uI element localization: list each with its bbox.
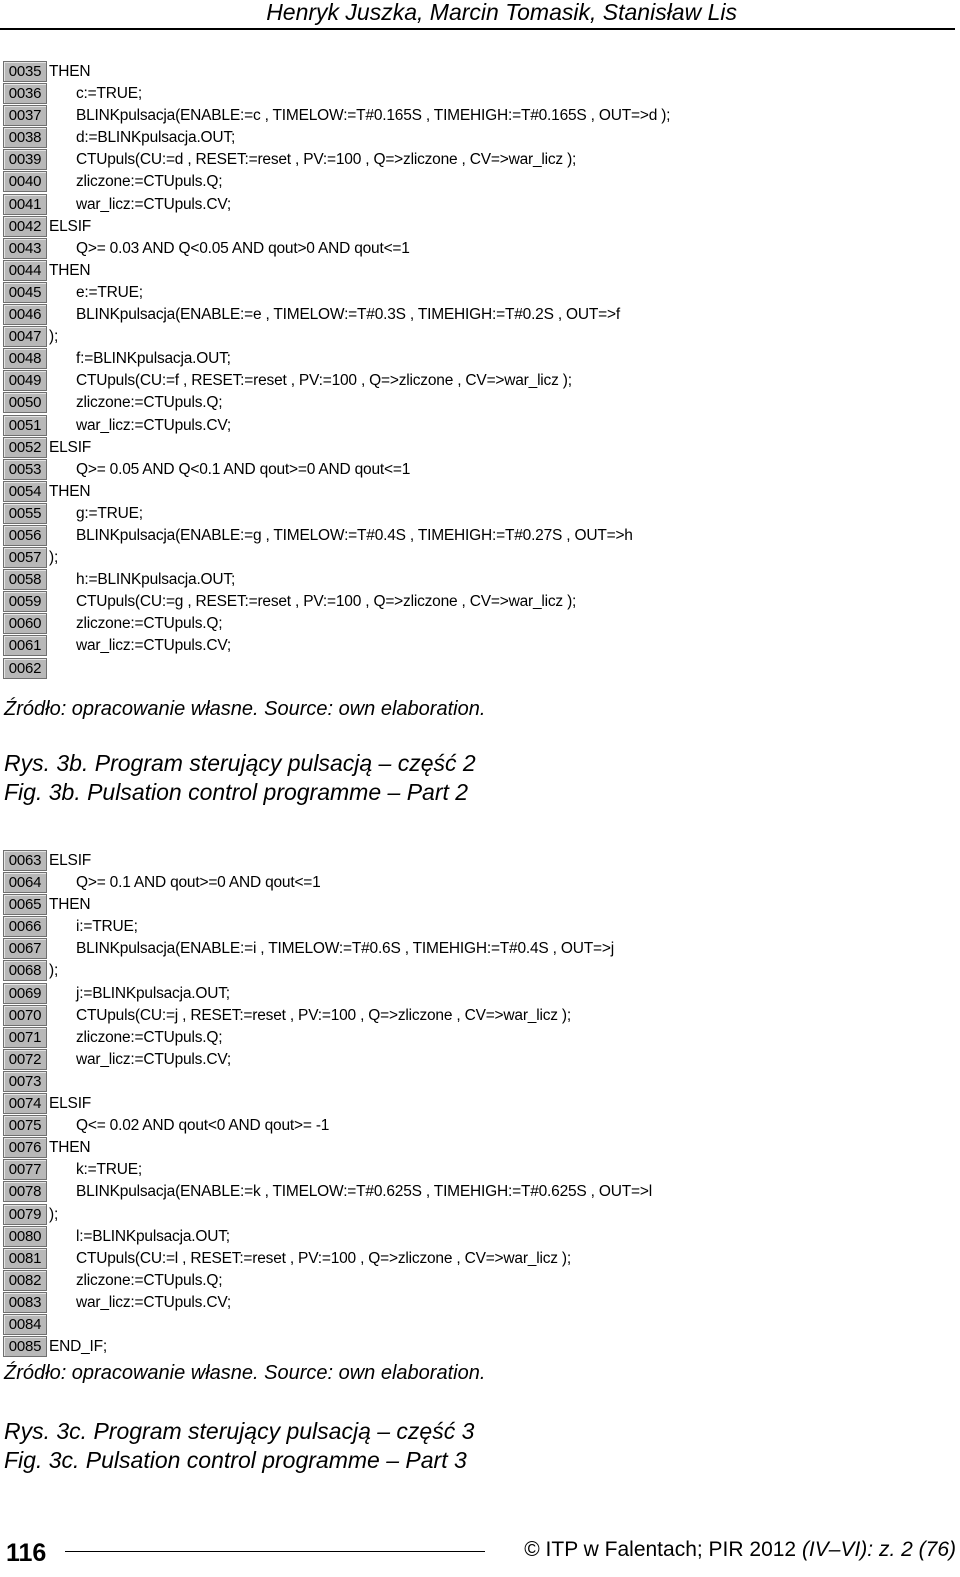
code-text: zliczone:=CTUpuls.Q; <box>76 1271 223 1289</box>
line-number: 0046 <box>3 304 47 325</box>
code-text: BLINKpulsacja(ENABLE:=k , TIMELOW:=T#0.625S , TIMEHIGH:=T#0.625S , OUT=>l <box>76 1183 652 1201</box>
line-number: 0070 <box>3 1005 47 1026</box>
line-number: 0073 <box>3 1071 47 1092</box>
footer-journal: © ITP w Falentach; PIR 2012 <box>524 1538 802 1561</box>
code-text: war_licz:=CTUpuls.CV; <box>76 416 232 434</box>
line-number: 0038 <box>3 127 47 148</box>
code-text: Q>= 0.1 AND qout>=0 AND qout<=1 <box>76 874 321 892</box>
code-text: BLINKpulsacja(ENABLE:=g , TIMELOW:=T#0.4S , TIMEHIGH:=T#0.27S , OUT=>h <box>76 526 633 544</box>
code-text: ); <box>49 1205 59 1223</box>
figure-caption-en: Fig. 3c. Pulsation control programme – Part 3 <box>4 1447 467 1473</box>
line-number: 0056 <box>3 525 47 546</box>
line-number: 0037 <box>3 105 47 126</box>
code-text: ); <box>49 549 59 567</box>
line-number: 0052 <box>3 437 47 458</box>
line-number: 0039 <box>3 149 47 170</box>
code-text: k:=TRUE; <box>76 1161 143 1179</box>
line-number: 0075 <box>3 1115 47 1136</box>
line-number: 0044 <box>3 260 47 281</box>
footer-volume: : z. 2 (76) <box>867 1538 956 1561</box>
code-text: CTUpuls(CU:=d , RESET:=reset , PV:=100 , Q=>zliczone , CV=>war_licz ); <box>76 151 577 169</box>
line-number: 0045 <box>3 282 47 303</box>
line-number: 0069 <box>3 983 47 1004</box>
line-number: 0047 <box>3 326 47 347</box>
line-number: 0063 <box>3 850 47 871</box>
code-text: ); <box>49 962 59 980</box>
code-text: CTUpuls(CU:=l , RESET:=reset , PV:=100 , Q=>zliczone , CV=>war_licz ); <box>76 1249 571 1267</box>
code-text: war_licz:=CTUpuls.CV; <box>76 1293 232 1311</box>
page-number: 116 <box>6 1539 47 1567</box>
line-number: 0036 <box>3 83 47 104</box>
code-text: Q>= 0.05 AND Q<0.1 AND qout>=0 AND qout<=1 <box>76 460 411 478</box>
code-text: l:=BLINKpulsacja.OUT; <box>76 1227 230 1245</box>
line-number: 0059 <box>3 591 47 612</box>
line-number: 0085 <box>3 1336 47 1357</box>
figure-caption-en: Fig. 3b. Pulsation control programme – Part 2 <box>4 779 469 805</box>
code-text: END_IF; <box>49 1338 108 1356</box>
figure-caption-pl: Rys. 3c. Program sterujący pulsacją – część 3 <box>4 1418 475 1444</box>
line-number: 0067 <box>3 938 47 959</box>
code-text: CTUpuls(CU:=f , RESET:=reset , PV:=100 , Q=>zliczone , CV=>war_licz ); <box>76 372 572 390</box>
line-number: 0040 <box>3 171 47 192</box>
page-header <box>0 0 955 30</box>
line-number: 0041 <box>3 194 47 215</box>
code-text: ELSIF <box>49 852 92 869</box>
line-number: 0057 <box>3 547 47 568</box>
line-number: 0071 <box>3 1027 47 1048</box>
line-number: 0081 <box>3 1248 47 1269</box>
figure-caption-pl: Rys. 3b. Program sterujący pulsacją – część 2 <box>4 750 476 776</box>
code-text: war_licz:=CTUpuls.CV; <box>76 1050 232 1068</box>
line-number: 0054 <box>3 481 47 502</box>
line-number: 0066 <box>3 916 47 937</box>
line-number: 0050 <box>3 392 47 413</box>
line-number: 0043 <box>3 238 47 259</box>
line-number: 0055 <box>3 503 47 524</box>
code-text: e:=TRUE; <box>76 283 143 301</box>
code-text: CTUpuls(CU:=g , RESET:=reset , PV:=100 , Q=>zliczone , CV=>war_licz ); <box>76 593 577 611</box>
footer-issue: (IV–VI) <box>801 1538 868 1561</box>
line-number: 0065 <box>3 894 47 915</box>
code-text: i:=TRUE; <box>76 918 138 936</box>
code-text: d:=BLINKpulsacja.OUT; <box>76 129 236 147</box>
code-text: THEN <box>49 261 91 279</box>
line-number: 0082 <box>3 1270 47 1291</box>
source-note: Źródło: opracowanie własne. Source: own elaboration. <box>4 1362 486 1384</box>
line-number: 0078 <box>3 1181 47 1202</box>
code-text: j:=BLINKpulsacja.OUT; <box>76 984 230 1002</box>
code-text: ELSIF <box>49 217 92 235</box>
code-text: c:=TRUE; <box>76 85 143 103</box>
code-text: THEN <box>49 1139 91 1157</box>
code-text: zliczone:=CTUpuls.Q; <box>76 394 223 412</box>
code-text: BLINKpulsacja(ENABLE:=i , TIMELOW:=T#0.6S , TIMEHIGH:=T#0.4S , OUT=>j <box>76 940 614 958</box>
line-number: 0042 <box>3 216 47 237</box>
line-number: 0084 <box>3 1314 47 1335</box>
line-number: 0058 <box>3 569 47 590</box>
line-number: 0076 <box>3 1137 47 1158</box>
code-text: war_licz:=CTUpuls.CV; <box>76 195 232 213</box>
code-text: zliczone:=CTUpuls.Q; <box>76 615 223 633</box>
line-number: 0035 <box>3 61 47 82</box>
line-number: 0074 <box>3 1093 47 1114</box>
line-number: 0077 <box>3 1159 47 1180</box>
code-text: CTUpuls(CU:=j , RESET:=reset , PV:=100 , Q=>zliczone , CV=>war_licz ); <box>76 1006 571 1024</box>
code-text: THEN <box>49 896 91 914</box>
code-text: h:=BLINKpulsacja.OUT; <box>76 571 236 589</box>
source-note: Źródło: opracowanie własne. Source: own elaboration. <box>4 698 486 720</box>
line-number: 0068 <box>3 960 47 981</box>
code-text: g:=TRUE; <box>76 504 143 522</box>
line-number: 0062 <box>3 658 47 679</box>
line-number: 0064 <box>3 872 47 893</box>
line-number: 0061 <box>3 635 47 656</box>
line-number: 0053 <box>3 459 47 480</box>
code-text: ); <box>49 328 59 346</box>
code-text: ELSIF <box>49 1095 92 1113</box>
line-number: 0072 <box>3 1049 47 1070</box>
footer-divider <box>65 1551 485 1552</box>
code-text: BLINKpulsacja(ENABLE:=e , TIMELOW:=T#0.3S , TIMEHIGH:=T#0.2S , OUT=>f <box>76 306 620 324</box>
line-number: 0048 <box>3 348 47 369</box>
footer-citation <box>524 1538 956 1562</box>
code-text: zliczone:=CTUpuls.Q; <box>76 173 223 191</box>
code-text: BLINKpulsacja(ENABLE:=c , TIMELOW:=T#0.165S , TIMEHIGH:=T#0.165S , OUT=>d ); <box>76 107 671 125</box>
code-text: war_licz:=CTUpuls.CV; <box>76 637 232 655</box>
line-number: 0083 <box>3 1292 47 1313</box>
line-number: 0079 <box>3 1204 47 1225</box>
line-number: 0049 <box>3 370 47 391</box>
code-text: Q<= 0.02 AND qout<0 AND qout>= -1 <box>76 1117 330 1135</box>
line-number: 0051 <box>3 415 47 436</box>
code-text: THEN <box>49 482 91 500</box>
code-text: zliczone:=CTUpuls.Q; <box>76 1028 223 1046</box>
code-text: THEN <box>49 63 91 80</box>
header-authors: Henryk Juszka, Marcin Tomasik, Stanisław Lis <box>266 0 737 25</box>
code-text: f:=BLINKpulsacja.OUT; <box>76 350 231 368</box>
line-number: 0080 <box>3 1226 47 1247</box>
code-text: ELSIF <box>49 438 92 456</box>
code-text: Q>= 0.03 AND Q<0.05 AND qout>0 AND qout<=1 <box>76 239 410 257</box>
line-number: 0060 <box>3 613 47 634</box>
